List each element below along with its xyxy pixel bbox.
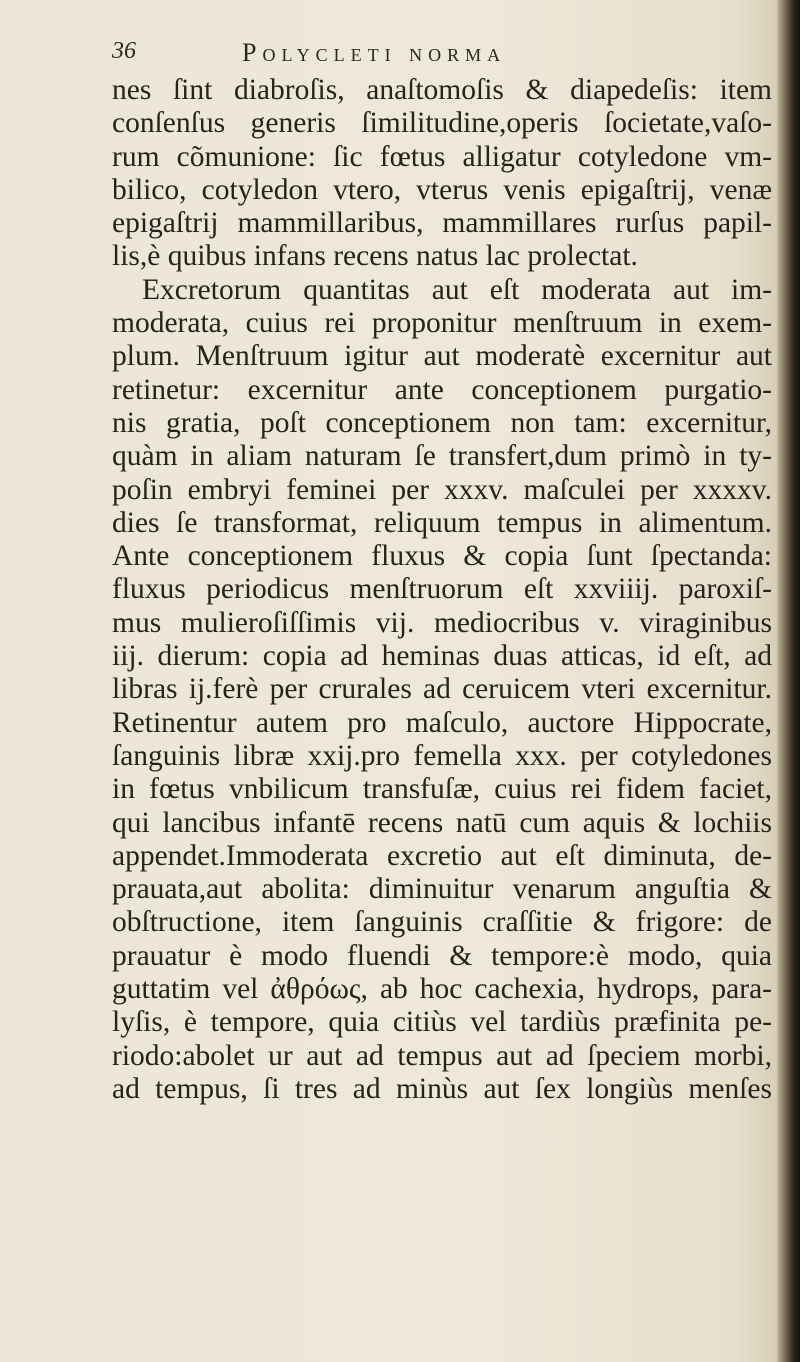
text-line: nes ſint diabroſis, anaſtomoſis & diapedeſis: item xyxy=(112,74,772,106)
text-line: iij. dierum: copia ad heminas duas atticas, id eſt, ad xyxy=(112,640,772,673)
text-line: poſin embryi feminei per xxxv. maſculei per xxxxv. xyxy=(112,473,772,506)
text-line: Ante conceptionem fluxus & copia ſunt ſpectanda: xyxy=(112,540,772,573)
text-line: libras ij.ferè per crurales ad ceruicem vteri excernitur. xyxy=(112,673,772,706)
page-number: 36 xyxy=(112,38,136,64)
body-text xyxy=(112,74,772,1106)
text-line: epigaſtrij mammillaribus, mammillares rurſus papil- xyxy=(112,207,772,240)
text-line: prauata,aut abolita: diminuitur venarum anguſtia & xyxy=(112,873,772,906)
text-line: riodo:abolet ur aut ad tempus aut ad ſpeciem morbi, xyxy=(112,1039,772,1072)
text-line: in fœtus vnbilicum transfuſæ, cuius rei fidem faciet, xyxy=(112,773,772,806)
text-line: prauatur è modo fluendi & tempore:è modo, quia xyxy=(112,939,772,972)
text-line: bilico, cotyledon vtero, vterus venis epigaſtrij, venæ xyxy=(112,173,772,206)
running-title: Polycleti norma xyxy=(242,38,507,67)
text-line: qui lancibus infantē recens natū cum aquis & lochiis xyxy=(112,806,772,839)
text-line: rum cõmunione: ſic fœtus alligatur cotyledone vm- xyxy=(112,140,772,173)
text-line: Retinentur autem pro maſculo, auctore Hippocrate, xyxy=(112,706,772,739)
text-line: dies ſe transformat, reliquum tempus in alimentum. xyxy=(112,506,772,539)
text-line: ad tempus, ſi tres ad minùs aut ſex longiùs menſes xyxy=(112,1072,772,1105)
text-line: moderata, cuius rei proponitur menſtruum in exem- xyxy=(112,307,772,340)
text-line: guttatim vel ἀθρόως, ab hoc cachexia, hydrops, para- xyxy=(112,973,772,1006)
text-line: lis,è quibus infans recens natus lac prolectat. xyxy=(112,240,638,273)
text-line: ſanguinis libræ xxij.pro femella xxx. per cotyledones xyxy=(112,739,772,772)
text-line: obſtructione, item ſanguinis craſſitie & frigore: de xyxy=(112,906,772,939)
text-line: lyſis, è tempore, quia citiùs vel tardiùs præfinita pe- xyxy=(112,1006,772,1039)
text-line: mus mulieroſiſſimis vij. mediocribus v. viraginibus xyxy=(112,606,772,639)
text-line: nis gratia, poſt conceptionem non tam: excernitur, xyxy=(112,406,772,439)
text-line: retinetur: excernitur ante conceptionem purgatio- xyxy=(112,373,772,406)
text-line: plum. Menſtruum igitur aut moderatè excernitur aut xyxy=(112,340,772,373)
page-header xyxy=(112,38,752,70)
text-line: Excretorum quantitas aut eſt moderata aut im- xyxy=(142,273,772,306)
text-line: quàm in aliam naturam ſe transfert,dum primò in ty- xyxy=(112,440,772,473)
text-line: appendet.Immoderata excretio aut eſt diminuta, de- xyxy=(112,839,772,872)
book-spine-shadow xyxy=(778,0,800,1362)
text-line: conſenſus generis ſimilitudine,operis ſocietate,vaſo- xyxy=(112,107,772,140)
text-line: fluxus periodicus menſtruorum eſt xxviiij. paroxiſ- xyxy=(112,573,772,606)
